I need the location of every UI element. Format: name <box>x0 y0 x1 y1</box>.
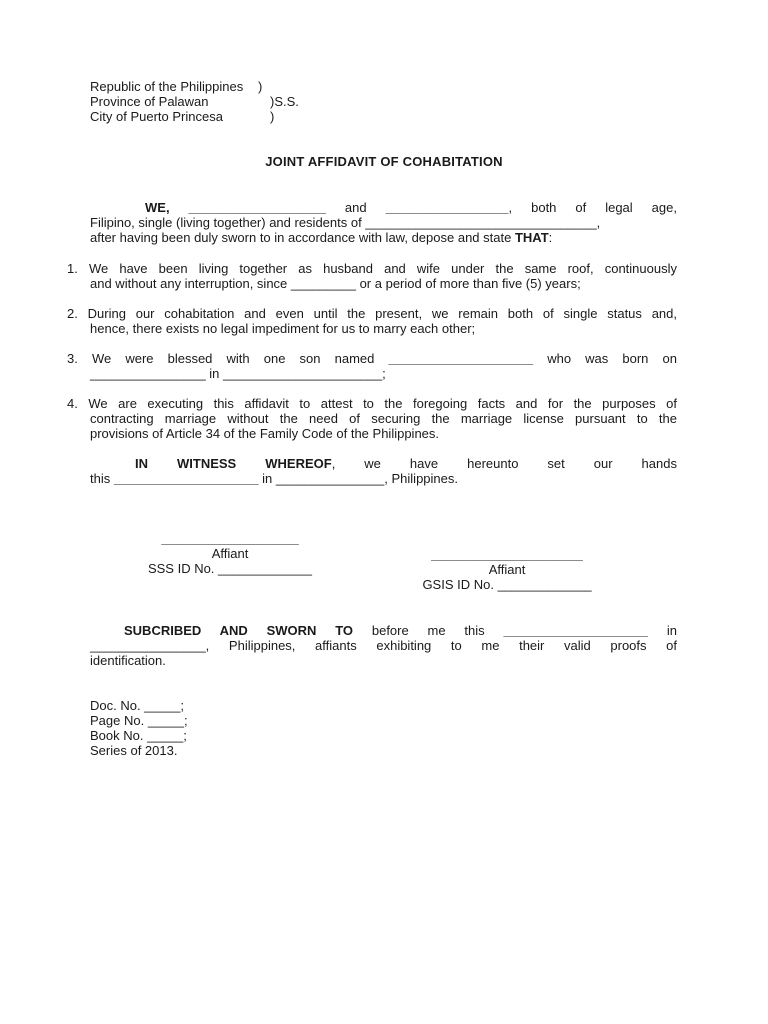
signature-left <box>120 531 340 576</box>
venue-city: City of Puerto Princesa <box>90 109 223 124</box>
jurat-bold: SUBCRIBED AND SWORN TO <box>124 623 354 638</box>
notary-doc-no: Doc. No. _____; <box>90 698 184 713</box>
witness-line-2 <box>90 471 677 486</box>
witness-paragraph <box>90 456 677 486</box>
intro-line-1 <box>90 200 677 215</box>
item-4-line-3: provisions of Article 34 of the Family Code of the Philippines. <box>90 426 440 441</box>
signature-left-id: SSS ID No. _____________ <box>147 561 313 576</box>
item-1-line-1 <box>67 261 677 276</box>
item-3-line-2: ________________ in ______________________; <box>90 366 386 381</box>
witness-date-blank: ____________________ <box>113 471 259 486</box>
list-item-2 <box>67 306 677 336</box>
venue-paren-1: ) <box>258 79 263 94</box>
document-title: JOINT AFFIDAVIT OF COHABITATION <box>265 154 503 169</box>
intro-and: and <box>344 200 367 215</box>
item-2-text-1: During our cohabitation and even until the present, we remain both of single status and, <box>87 306 677 321</box>
notary-page-no: Page No. _____; <box>90 713 188 728</box>
notary-book-no: Book No. _____; <box>90 728 187 743</box>
list-item-4 <box>67 396 677 441</box>
witness-witness: WITNESS <box>177 456 237 471</box>
notary-details <box>90 698 188 758</box>
signature-right-line: _____________________ <box>431 547 583 562</box>
jurat-before-me: before me this <box>371 623 485 638</box>
item-4-line-1 <box>67 396 677 411</box>
item-2-line-1 <box>67 306 677 321</box>
intro-line-2: Filipino, single (living together) and residents of ________________________________, <box>90 215 601 230</box>
intro-line-3-text: after having been duly sworn to in accordance with law, depose and state <box>90 230 512 245</box>
jurat-line-1 <box>90 623 677 638</box>
signature-left-line: ___________________ <box>161 531 299 546</box>
intro-paragraph <box>90 200 677 245</box>
item-4-text-1: We are executing this affidavit to attest to the foregoing facts and for the purposes of <box>88 396 677 411</box>
intro-blank-2: _________________ <box>385 200 509 215</box>
item-1-number: 1. <box>67 261 78 276</box>
venue-republic: Republic of the Philippines <box>90 79 244 94</box>
notary-series: Series of 2013. <box>90 743 178 758</box>
witness-this: this <box>90 471 111 486</box>
item-3-text-1a: We were blessed with one son named <box>91 351 375 366</box>
jurat-line-3: identification. <box>90 653 166 668</box>
item-3-number: 3. <box>67 351 78 366</box>
item-3-text-1b: who was born on <box>547 351 677 366</box>
signature-right-label: Affiant <box>488 562 526 577</box>
item-4-number: 4. <box>67 396 78 411</box>
witness-in: IN <box>135 456 148 471</box>
item-3-blank: ____________________ <box>388 351 534 366</box>
item-1-line-2: and without any interruption, since _________ or a period of more than five (5) years; <box>90 276 581 291</box>
list-item-1 <box>67 261 677 291</box>
signature-right-id: GSIS ID No. _____________ <box>422 577 592 592</box>
witness-rest: , we have hereunto set our hands <box>331 456 677 471</box>
item-1-text-1: We have been living together as husband and wife under the same roof, continuously <box>88 261 677 276</box>
witness-place: in _______________, Philippines. <box>262 471 458 486</box>
list-item-3 <box>67 351 677 381</box>
item-2-line-2: hence, there exists no legal impediment for us to marry each other; <box>90 321 476 336</box>
intro-that: THAT <box>514 230 549 245</box>
intro-tail: , both of legal age, <box>508 200 677 215</box>
witness-line-1 <box>90 456 677 471</box>
venue-paren-ss: )S.S. <box>270 94 299 109</box>
intro-colon: : <box>548 230 553 245</box>
jurat-in: in <box>666 623 677 638</box>
witness-whereof: WHEREOF <box>265 456 332 471</box>
jurat-date-blank: ____________________ <box>503 623 649 638</box>
venue-block <box>90 79 390 124</box>
jurat-paragraph <box>90 623 677 668</box>
intro-we: WE, <box>145 200 170 215</box>
signature-right <box>397 547 617 592</box>
item-2-number: 2. <box>67 306 78 321</box>
signature-left-label: Affiant <box>211 546 249 561</box>
item-4-line-2: contracting marriage without the need of securing the marriage license pursuant to the <box>90 411 677 426</box>
intro-blank-1: ___________________ <box>188 200 326 215</box>
venue-province: Province of Palawan <box>90 94 209 109</box>
jurat-line-2: ________________, Philippines, affiants exhibiting to me their valid proofs of <box>90 638 677 653</box>
venue-paren-3: ) <box>270 109 275 124</box>
item-3-line-1 <box>67 351 677 366</box>
intro-line-3 <box>90 230 677 245</box>
